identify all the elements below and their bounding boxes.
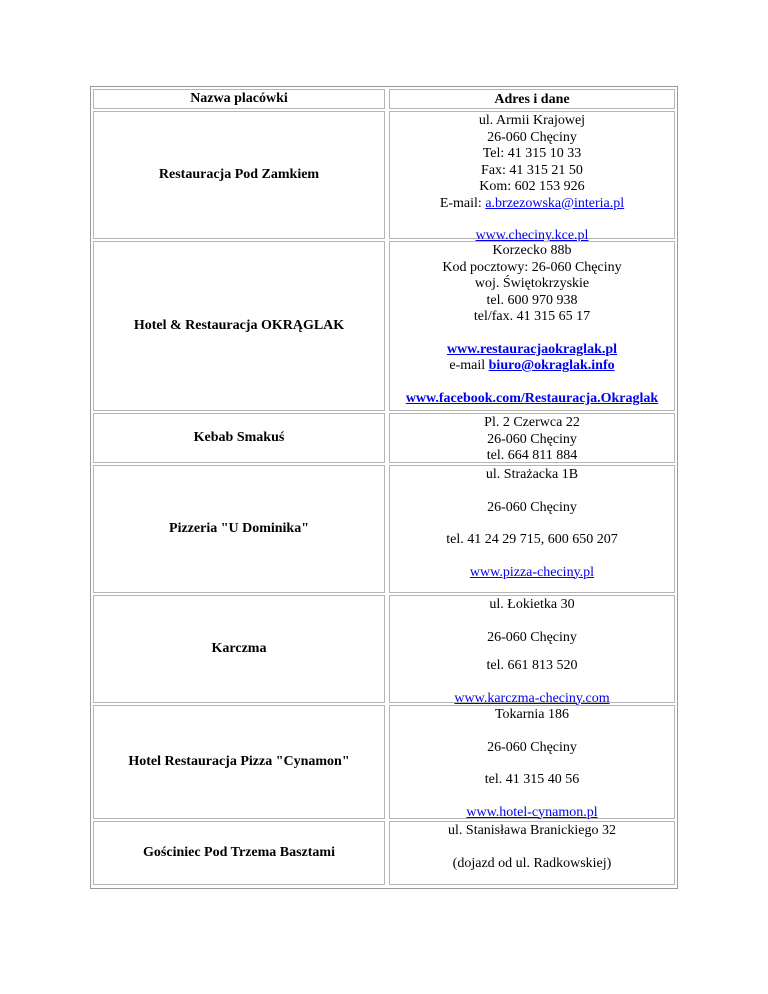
establishment-name: Pizzeria "U Dominika": [93, 465, 385, 593]
website-link[interactable]: www.karczma-checiny.com: [454, 690, 610, 706]
address-line: 26-060 Chęciny: [487, 129, 577, 145]
email-link[interactable]: a.brzezowska@interia.pl: [485, 195, 625, 211]
address-line: ul. Strażacka 1B: [485, 467, 579, 482]
website-link[interactable]: www.hotel-cynamon.pl: [466, 804, 598, 820]
email-label: E-mail:: [439, 195, 486, 211]
table-header-row: [93, 89, 675, 109]
establishment-name: Karczma: [93, 595, 385, 703]
header-address: Adres i dane: [389, 89, 675, 109]
fax-line: Fax: 41 315 21 50: [481, 162, 583, 178]
address-line: ul. Armii Krajowej: [478, 113, 586, 128]
email-line: [390, 358, 674, 375]
establishment-name: Kebab Smakuś: [93, 413, 385, 463]
establishment-details: [389, 821, 675, 885]
establishment-name: Restauracja Pod Zamkiem: [93, 111, 385, 239]
table-row: [93, 821, 675, 885]
table-row: [93, 111, 675, 243]
establishments-table: [90, 86, 678, 889]
address-line: 26-060 Chęciny: [487, 739, 577, 755]
address-line: Pl. 2 Czerwca 22: [484, 415, 580, 430]
address-line: Korzecko 88b: [492, 243, 572, 258]
establishment-name: Hotel & Restauracja OKRĄGLAK: [93, 241, 385, 411]
fax-line: tel/fax. 41 315 65 17: [473, 309, 591, 324]
address-line: ul. Łokietka 30: [489, 597, 575, 612]
table-row: [93, 465, 675, 593]
establishment-details: [389, 111, 675, 243]
directions-line: (dojazd od ul. Radkowskiej): [452, 855, 612, 871]
website-link[interactable]: www.restauracjaokraglak.pl: [446, 341, 618, 357]
phone-line: Tel: 41 315 10 33: [482, 146, 582, 161]
email-line: [390, 196, 674, 213]
website-link[interactable]: www.pizza-checiny.pl: [469, 564, 595, 580]
header-name: Nazwa placówki: [93, 89, 385, 109]
establishment-name: Hotel Restauracja Pizza "Cynamon": [93, 705, 385, 819]
table-row: [93, 705, 675, 819]
email-label: e-mail: [449, 358, 489, 373]
phone-line: tel. 664 811 884: [486, 448, 578, 463]
website-link[interactable]: www.checiny.kce.pl: [475, 228, 589, 243]
province-line: woj. Świętokrzyskie: [474, 276, 590, 291]
establishment-details: [389, 465, 675, 593]
phone-line: tel. 661 813 520: [486, 658, 578, 673]
establishment-details: [389, 595, 675, 706]
table-row: [93, 241, 675, 411]
phone-line: tel. 41 24 29 715, 600 650 207: [446, 532, 618, 547]
establishment-details: [389, 413, 675, 463]
mobile-line: Kom: 602 153 926: [479, 179, 585, 194]
facebook-link[interactable]: www.facebook.com/Restauracja.Okraglak: [405, 390, 659, 406]
email-link[interactable]: biuro@okraglak.info: [488, 358, 615, 373]
phone-line: tel. 600 970 938: [486, 292, 578, 308]
address-line: 26-060 Chęciny: [487, 629, 577, 645]
table-row: [93, 595, 675, 706]
phone-line: tel. 41 315 40 56: [484, 772, 580, 787]
postal-code-line: Kod pocztowy: 26-060 Chęciny: [442, 259, 622, 275]
establishment-details: [389, 241, 675, 411]
establishment-name: Gościniec Pod Trzema Basztami: [93, 821, 385, 885]
address-line: ul. Stanisława Branickiego 32: [448, 823, 616, 838]
address-line: 26-060 Chęciny: [487, 499, 577, 515]
address-line: 26-060 Chęciny: [487, 431, 577, 447]
establishment-details: [389, 705, 675, 819]
table-row: [93, 413, 675, 463]
address-line: Tokarnia 186: [494, 707, 570, 722]
